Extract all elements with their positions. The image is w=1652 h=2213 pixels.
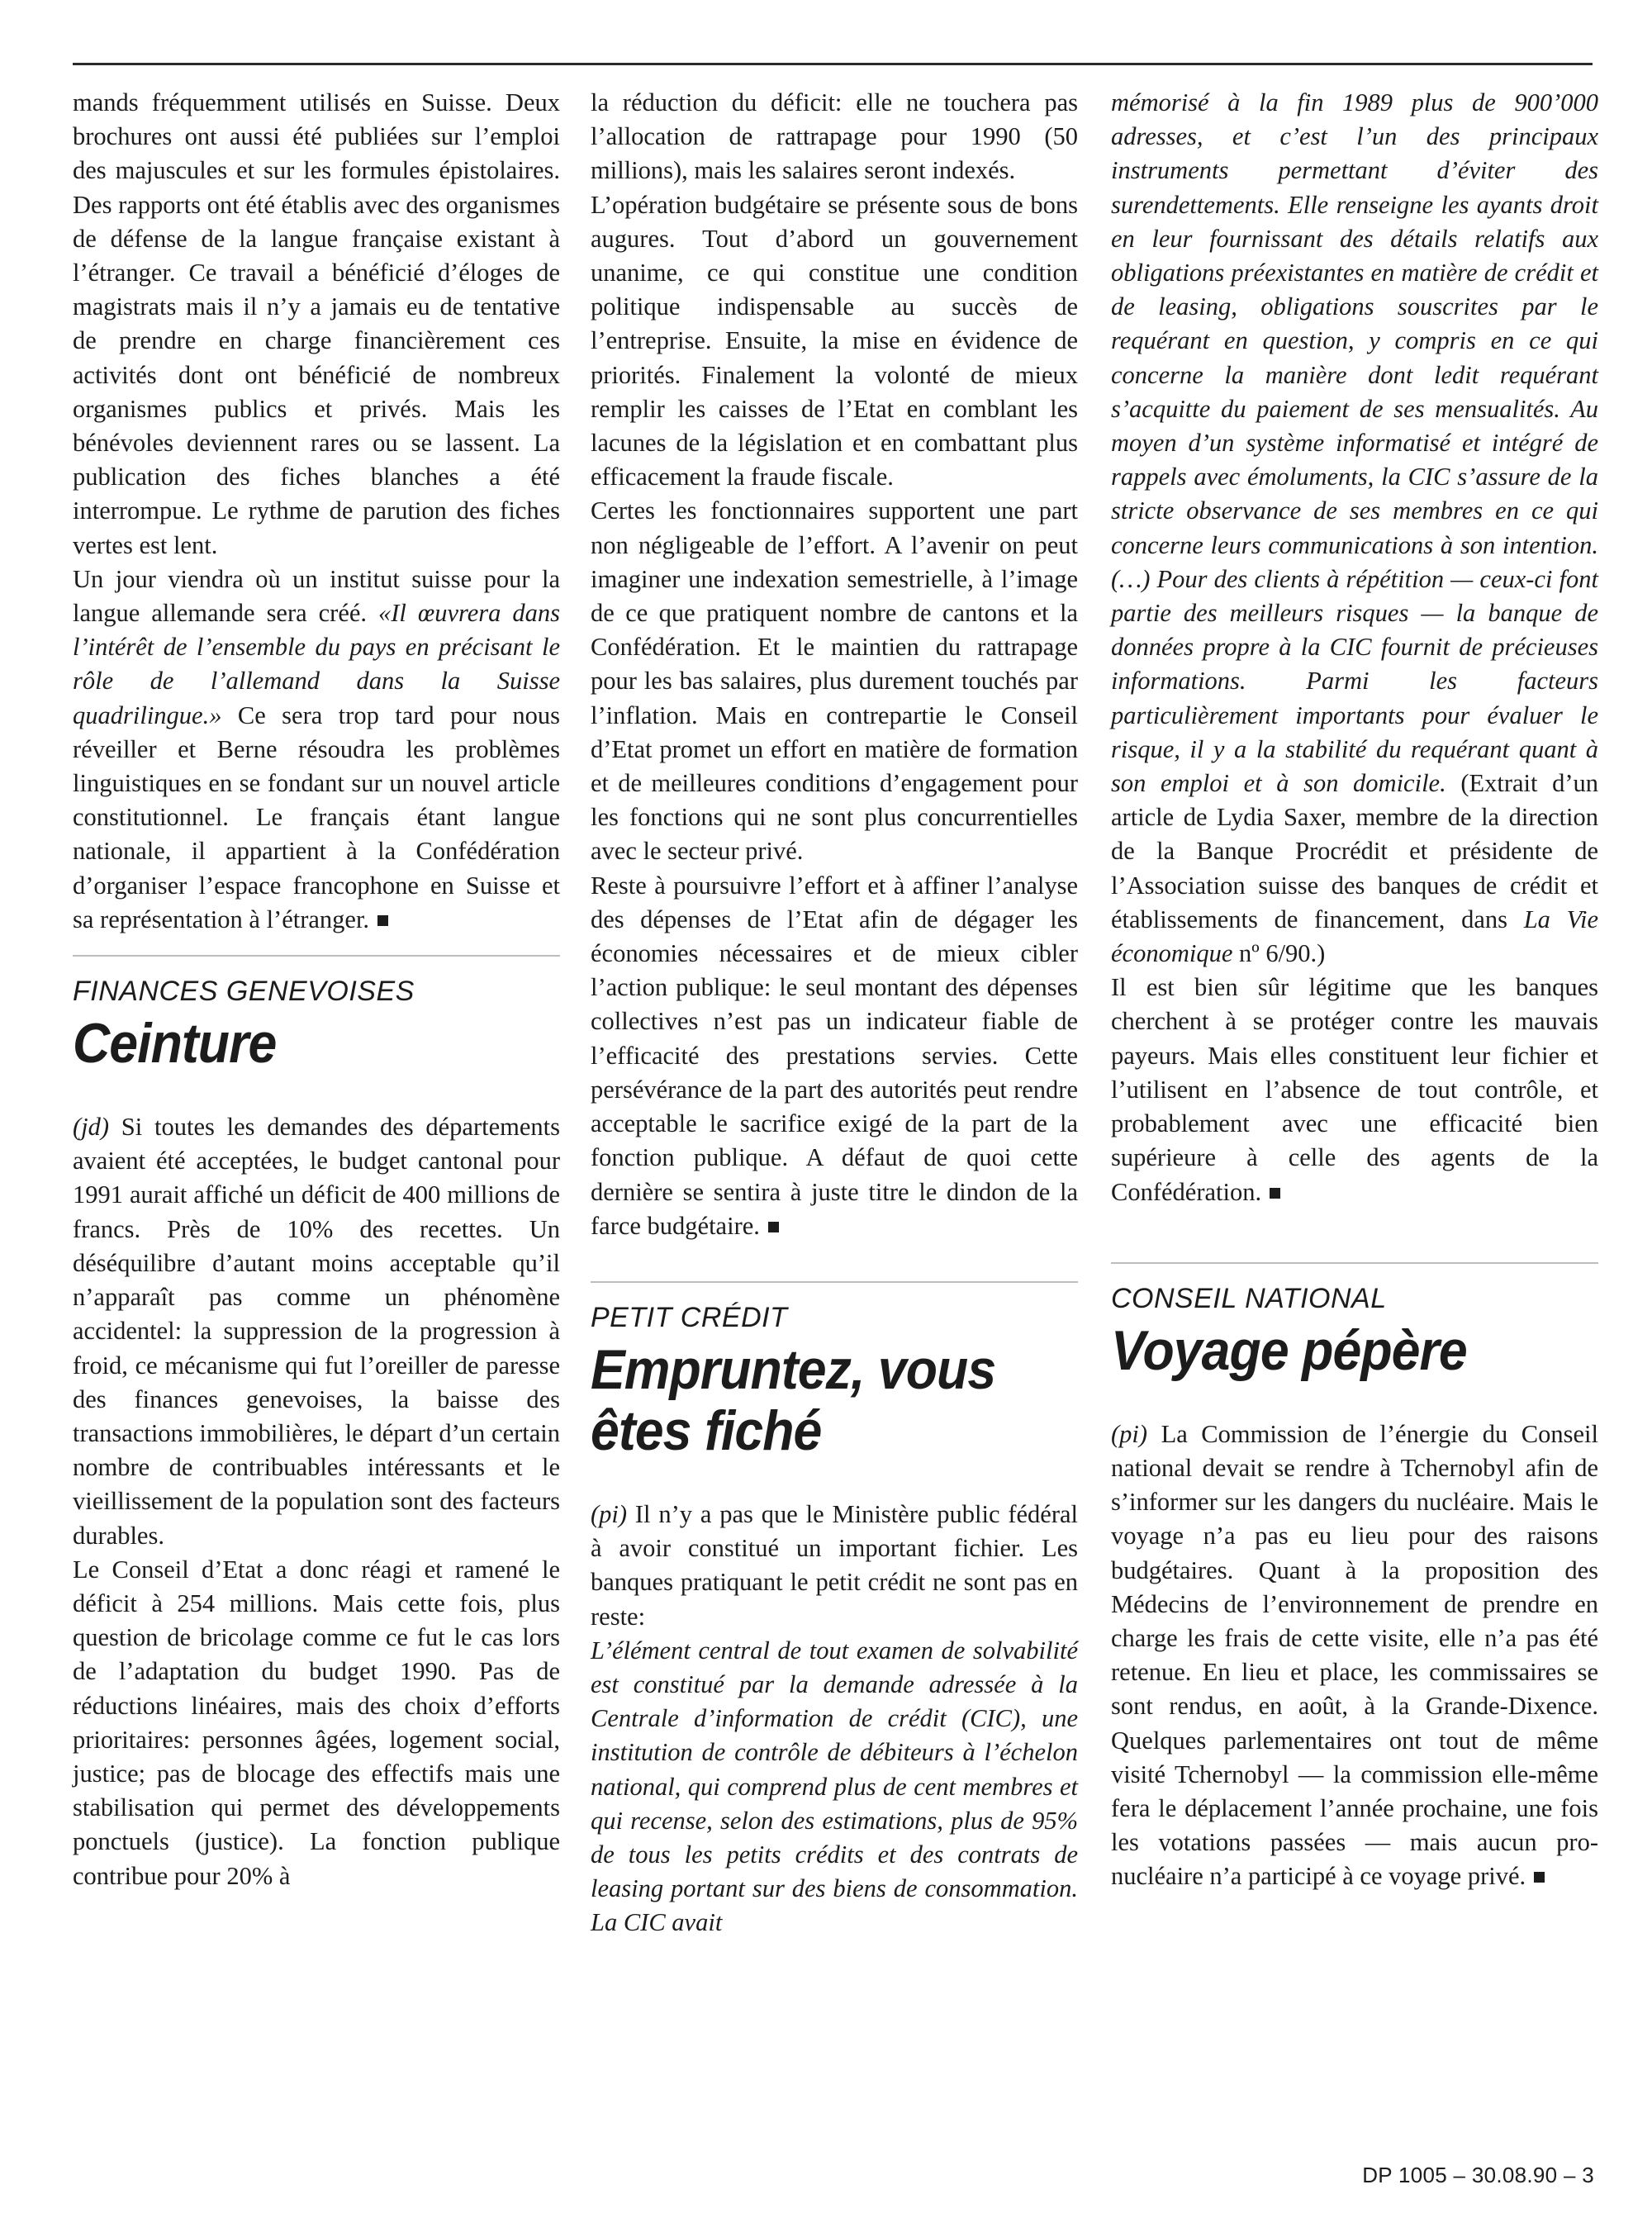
credit-quote-part-1: L’élément central de tout examen de solvabilité est constitué par la demande adressée à la Centrale d’information de crédit (CIC), une institution de contrôle de débiteurs à l’échelon national, qui comprend plus de cent membres et qui recense, selon des estimations, plus de 95% de tous les petits crédits et des contrats de leasing portant sur des biens de consommation. La CIC avait	[591, 1636, 1078, 1937]
article-finances-genevoises	[73, 955, 560, 1893]
finances-paragraph-1	[73, 1110, 560, 1553]
headline-voyage-pepere: Voyage pépère	[1111, 1318, 1467, 1382]
quote-institut: «Il œuvrera dans l’intérêt de l’ensemble du pays en précisant le rôle de l’allemand dans la Suisse quadrilingue.»	[73, 599, 560, 729]
kicker-finances: FINANCES GENEVOISES	[73, 976, 415, 1008]
article-langue-paragraph-2	[73, 563, 560, 937]
credit-source-end: nº 6/90.)	[1232, 939, 1326, 968]
kicker-petit-credit: PETIT CRÉDIT	[591, 1301, 788, 1333]
finances-paragraph-1-text: Si toutes les demandes des départements avaient été acceptées, le budget cantonal pour 1991 aurait affiché un déficit de 400 millions de francs. Près de 10% des recettes. Un déséquilibre d’autant moins acceptable qu’il n’apparaît pas comme un phénomène accidentel: la suppression de la progression à froid, ce mécanisme qui fut l’oreiller de paresse des finances genevoises, la baisse des transactions immobilières, le départ d’un certain nombre de contribuables intéressants et le vieillissement de la population sont des facteurs durables.	[73, 1113, 560, 1550]
finances-paragraph-2: Le Conseil d’Etat a donc réagi et ramené le déficit à 254 millions. Mais cette fois, plus question de bricolage comme ce fut le cas lors de l’adaptation du budget 1990. Pas de réductions linéaires, mais des choix d’efforts prioritaires: personnes âgées, logement social, justice; pas de blocage des effectifs mais une stabilisation qui permet des développements ponctuels (justice). La fonction publique contribue pour 20% à	[73, 1555, 560, 1890]
credit-paragraph-1-text: Il n’y a pas que le Ministère public fédéral à avoir constitué un important fichier. Les banques pratiquant le petit crédit ne sont pas en reste:	[591, 1499, 1078, 1631]
page-footer-reference: DP 1005 – 30.08.90 – 3	[1362, 2163, 1594, 2187]
article-langue-paragraph-1: mands fréquemment utilisés en Suisse. Deux brochures ont aussi été publiées sur l’emploi des majuscules et sur les formules épistolaires. Des rapports ont été établis avec des organismes de défense de la langue française existant à l’étranger. Ce travail a bénéficié d’éloges de magistrats mais il n’y a jamais eu de tentative de prendre en charge financièrement ces activités dont ont bénéficié de nombreux organismes publics et privés. Mais les bénévoles deviennent rares ou se lassent. La publication des fiches blanches a été interrompue. Le rythme de parution des fiches vertes est lent.	[73, 88, 560, 559]
finances-paragraph-3: la réduction du déficit: elle ne touchera pas l’allocation de rattrapage pour 1990 (50 millions), mais les salaires seront indexés.	[591, 88, 1078, 185]
top-rule	[73, 63, 1593, 65]
headline-empruntez: Empruntez, vous êtes fiché	[591, 1337, 996, 1462]
section-divider	[591, 1281, 1078, 1283]
section-divider	[1111, 1262, 1598, 1264]
finances-paragraph-5: Certes les fonctionnaires supportent une part non négligeable de l’effort. A l’avenir on peut imaginer une indexation semestrielle, à l’image de ce que pratiquent nombre de cantons et la Confédération. Et le maintien du rattrapage pour les bas salaires, plus durement touchés par l’inflation. Mais en contrepartie le Conseil d’Etat promet un effort en matière de formation et de meilleures conditions d’engagement pour les fonctions qui ne sont plus concurrentielles avec le secteur privé.	[591, 496, 1078, 866]
author-initials: (pi)	[1111, 1419, 1148, 1448]
credit-paragraph-final-text: Il est bien sûr légitime que les banques cherchent à se protéger contre les mauvais payeurs. Mais elles constituent leur fichier et l’utilisent en l’absence de tout contrôle, et probablement avec une efficacité bien supérieure à celle des agents de la Confédération.	[1111, 973, 1598, 1206]
credit-paragraph-1	[591, 1498, 1078, 1634]
end-of-article-mark	[1534, 1872, 1545, 1883]
column-2	[591, 86, 1078, 1940]
article-conseil-national	[1111, 1262, 1598, 1894]
credit-source-publication: La Vie économique	[1111, 905, 1598, 968]
headline-ceinture: Ceinture	[73, 1012, 277, 1076]
conseil-paragraph-1-text: La Commission de l’énergie du Conseil national devait se rendre à Tchernobyl afin de s’informer sur les dangers du nucléaire. Mais le voyage n’a pas eu lieu pour des raisons budgétaires. Quant à la proposition des Médecins de l’environnement de prendre en charge les frais de cette visite, elle n’a pas été retenue. En lieu et place, les commissaires se sont rendus, en août, à la Grande-Dixence. Quelques parlementaires ont tout de même visité Tchernobyl — la commission elle-même fera le déplacement l’année prochaine, une fois les votations passées — mais aucun pro-nucléaire n’a participé à ce voyage privé.	[1111, 1419, 1598, 1891]
paragraph-2-start: Un jour viendra où un institut suisse pour la langue allemande sera créé.	[73, 564, 560, 628]
finances-paragraph-6	[591, 869, 1078, 1243]
credit-quote-continued	[1111, 86, 1598, 971]
finances-paragraph-4: L’opération budgétaire se présente sous de bons augures. Tout d’abord un gouvernement unanime, ce qui constitue une condition politique indispensable au succès de l’entreprise. Ensuite, la mise en évidence de priorités. Finalement la volonté de mieux remplir les caisses de l’Etat en comblant les lacunes de la législation et en combattant plus efficacement la fraude fiscale.	[591, 190, 1078, 492]
finances-paragraph-6-text: Reste à poursuivre l’effort et à affiner l’analyse des dépenses de l’Etat afin de dégager les économies nécessaires et de mieux cibler l’action publique: le seul montant des dépenses collectives n’est pas un indicateur fiable de l’efficacité des prestations servies. Cette persévérance de la part des autorités peut rendre acceptable le sacrifice exigé de la part de la fonction publique. A défaut de quoi cette dernière se sentira à juste titre le dindon de la farce budgétaire.	[591, 871, 1078, 1240]
credit-quote-part-2: mémorisé à la fin 1989 plus de 900’000 adresses, et c’est l’un des principaux instruments permettant d’éviter des surendettements. Elle renseigne les ayants droit en leur fournissant des détails relatifs aux obligations préexistantes en matière de crédit et de leasing, obligations souscrites par le requérant en question, y compris en ce qui concerne la manière dont ledit requérant s’acquitte du paiement de ses mensualités. Au moyen d’un système informatisé et intégré de rappels avec émoluments, la CIC s’assure de la stricte observance de ses membres en ce qui concerne leurs communications à son intention. (…) Pour des clients à répétition — ceux-ci font partie des meilleurs risques — la banque de données propre à la CIC fournit de précieuses informations. Parmi les facteurs particulièrement importants pour évaluer le risque, il y a la stabilité du requérant quant à son emploi et à son domicile.	[1111, 88, 1598, 798]
credit-source-start: (Extrait d’un article de Lydia Saxer, membre de la direction de la Banque Procrédit et présidente de l’Association suisse des banques de crédit et établissements de financement, dans	[1111, 769, 1598, 933]
credit-paragraph-final	[1111, 971, 1598, 1209]
author-initials: (jd)	[73, 1113, 110, 1142]
article-petit-credit	[591, 1281, 1078, 1940]
paragraph-2-end: Ce sera trop tard pour nous réveiller et Berne résoudra les problèmes linguistiques en se fondant sur un nouvel article constitutionnel. Le français étant langue nationale, il appartient à la Confédération d’organiser l’espace francophone en Suisse et sa représentation à l’étranger.	[73, 700, 560, 933]
end-of-article-mark	[377, 915, 388, 926]
end-of-article-mark	[1270, 1188, 1280, 1199]
section-divider	[73, 955, 560, 957]
column-1	[73, 86, 560, 1893]
conseil-paragraph-1	[1111, 1418, 1598, 1894]
kicker-conseil-national: CONSEIL NATIONAL	[1111, 1282, 1387, 1314]
author-initials: (pi)	[591, 1499, 628, 1528]
column-3	[1111, 86, 1598, 1894]
end-of-article-mark	[768, 1222, 779, 1232]
